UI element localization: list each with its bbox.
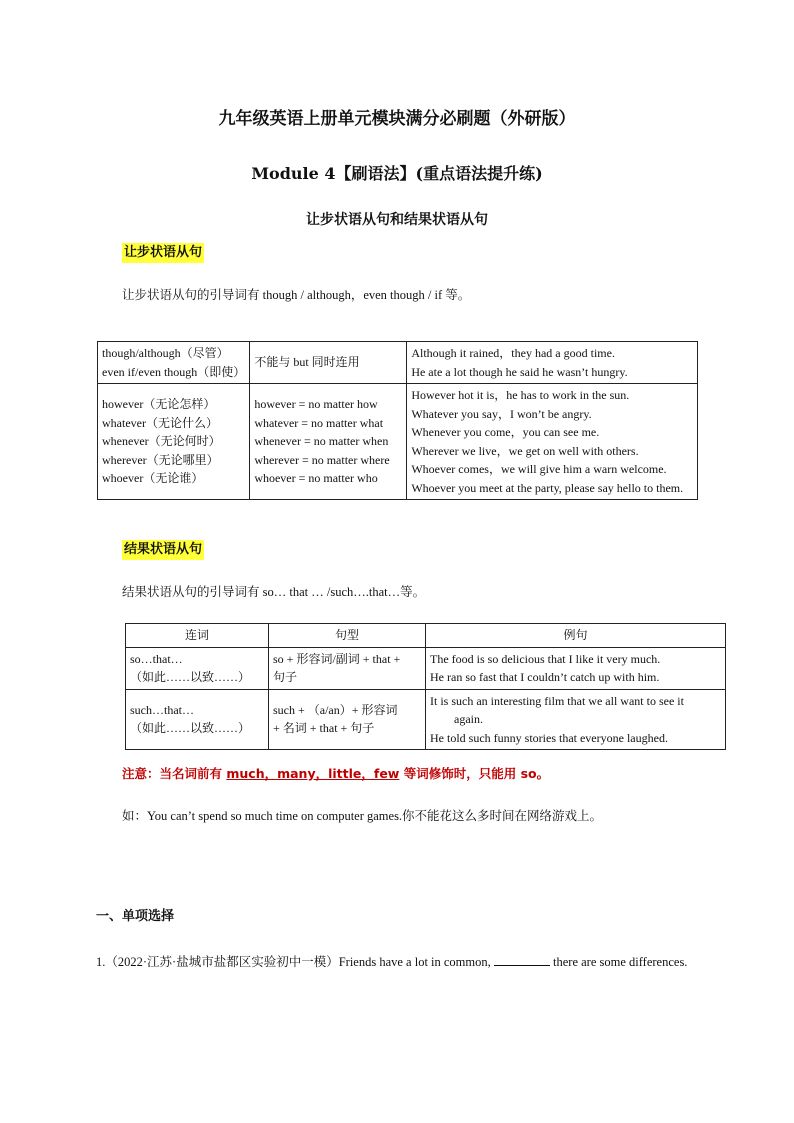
table-cell-examples: However hot it is，he has to work in the sun. Whatever you say，I won’t be angry. Whenever you come，you can see me. Wherever we live，we get on well with others. Whoever comes，we will give him a warn welcome. Whoever you meet at the party, please say hello to them. bbox=[407, 384, 698, 500]
table-cell-pattern: so + 形容词/副词 + that + 句子 bbox=[269, 647, 426, 689]
note-prefix: 注意：当名词前有 bbox=[122, 766, 227, 781]
table-header-row bbox=[126, 624, 726, 648]
note-suffix: 等词修饰时，只能用 so。 bbox=[399, 766, 550, 781]
column-header: 例句 bbox=[426, 624, 726, 648]
table-cell-examples: The food is so delicious that I like it very much. He ran so fast that I couldn’t catch up with him. bbox=[426, 647, 726, 689]
table-cell-examples: It is such an interesting film that we all want to see it again. He told such funny stories that everyone laughed. bbox=[426, 689, 726, 750]
concession-heading: 让步状语从句 bbox=[122, 243, 204, 263]
grammar-note bbox=[122, 764, 549, 782]
question-text-after: there are some differences. bbox=[549, 955, 688, 969]
column-header: 句型 bbox=[269, 624, 426, 648]
result-table bbox=[125, 623, 726, 750]
table-row bbox=[98, 384, 698, 500]
note-words: much，many，little，few bbox=[226, 766, 400, 781]
table-cell-conj: so…that… （如此……以致……） bbox=[126, 647, 269, 689]
table-cell-examples: Although it rained，they had a good time. He ate a lot though he said he wasn’t hungry. bbox=[407, 342, 698, 384]
table-row bbox=[126, 689, 726, 750]
result-intro: 结果状语从句的引导词有 so… that … /such….that…等。 bbox=[122, 585, 426, 599]
table-row bbox=[126, 647, 726, 689]
page-title: 九年级英语上册单元模块满分必刷题（外研版） bbox=[218, 109, 576, 129]
answer-blank[interactable] bbox=[494, 953, 550, 966]
example-sentence: 如：You can’t spend so much time on computer games.你不能花这么多时间在网络游戏上。 bbox=[122, 809, 603, 823]
table-cell-pattern: such + （a/an）+ 形容词 + 名词 + that + 句子 bbox=[269, 689, 426, 750]
table-cell-note: 不能与 but 同时连用 bbox=[250, 342, 407, 384]
exercise-part-title: 一、单项选择 bbox=[96, 909, 175, 924]
table-row bbox=[98, 342, 698, 384]
module-subtitle: Module 4【刷语法】(重点语法提升练) bbox=[251, 164, 543, 183]
table-cell-conj: such…that… （如此……以致……） bbox=[126, 689, 269, 750]
result-heading: 结果状语从句 bbox=[122, 540, 204, 560]
table-cell-words: however（无论怎样） whatever（无论什么） whenever（无论何时） wherever（无论哪里） whoever（无论谁） bbox=[98, 384, 250, 500]
table-cell-words: though/although（尽管） even if/even though（即使） bbox=[98, 342, 250, 384]
question-1 bbox=[96, 946, 706, 978]
concession-table bbox=[97, 341, 698, 500]
concession-intro: 让步状语从句的引导词有 though / although，even though / if 等。 bbox=[122, 288, 471, 302]
question-text-before: 1.（2022·江苏·盐城市盐都区实验初中一模）Friends have a lot in common, bbox=[96, 955, 494, 969]
section-title: 让步状语从句和结果状语从句 bbox=[306, 212, 488, 228]
table-cell-note: however = no matter how whatever = no matter what whenever = no matter when wherever = no matter where whoever = no matter who bbox=[250, 384, 407, 500]
column-header: 连词 bbox=[126, 624, 269, 648]
